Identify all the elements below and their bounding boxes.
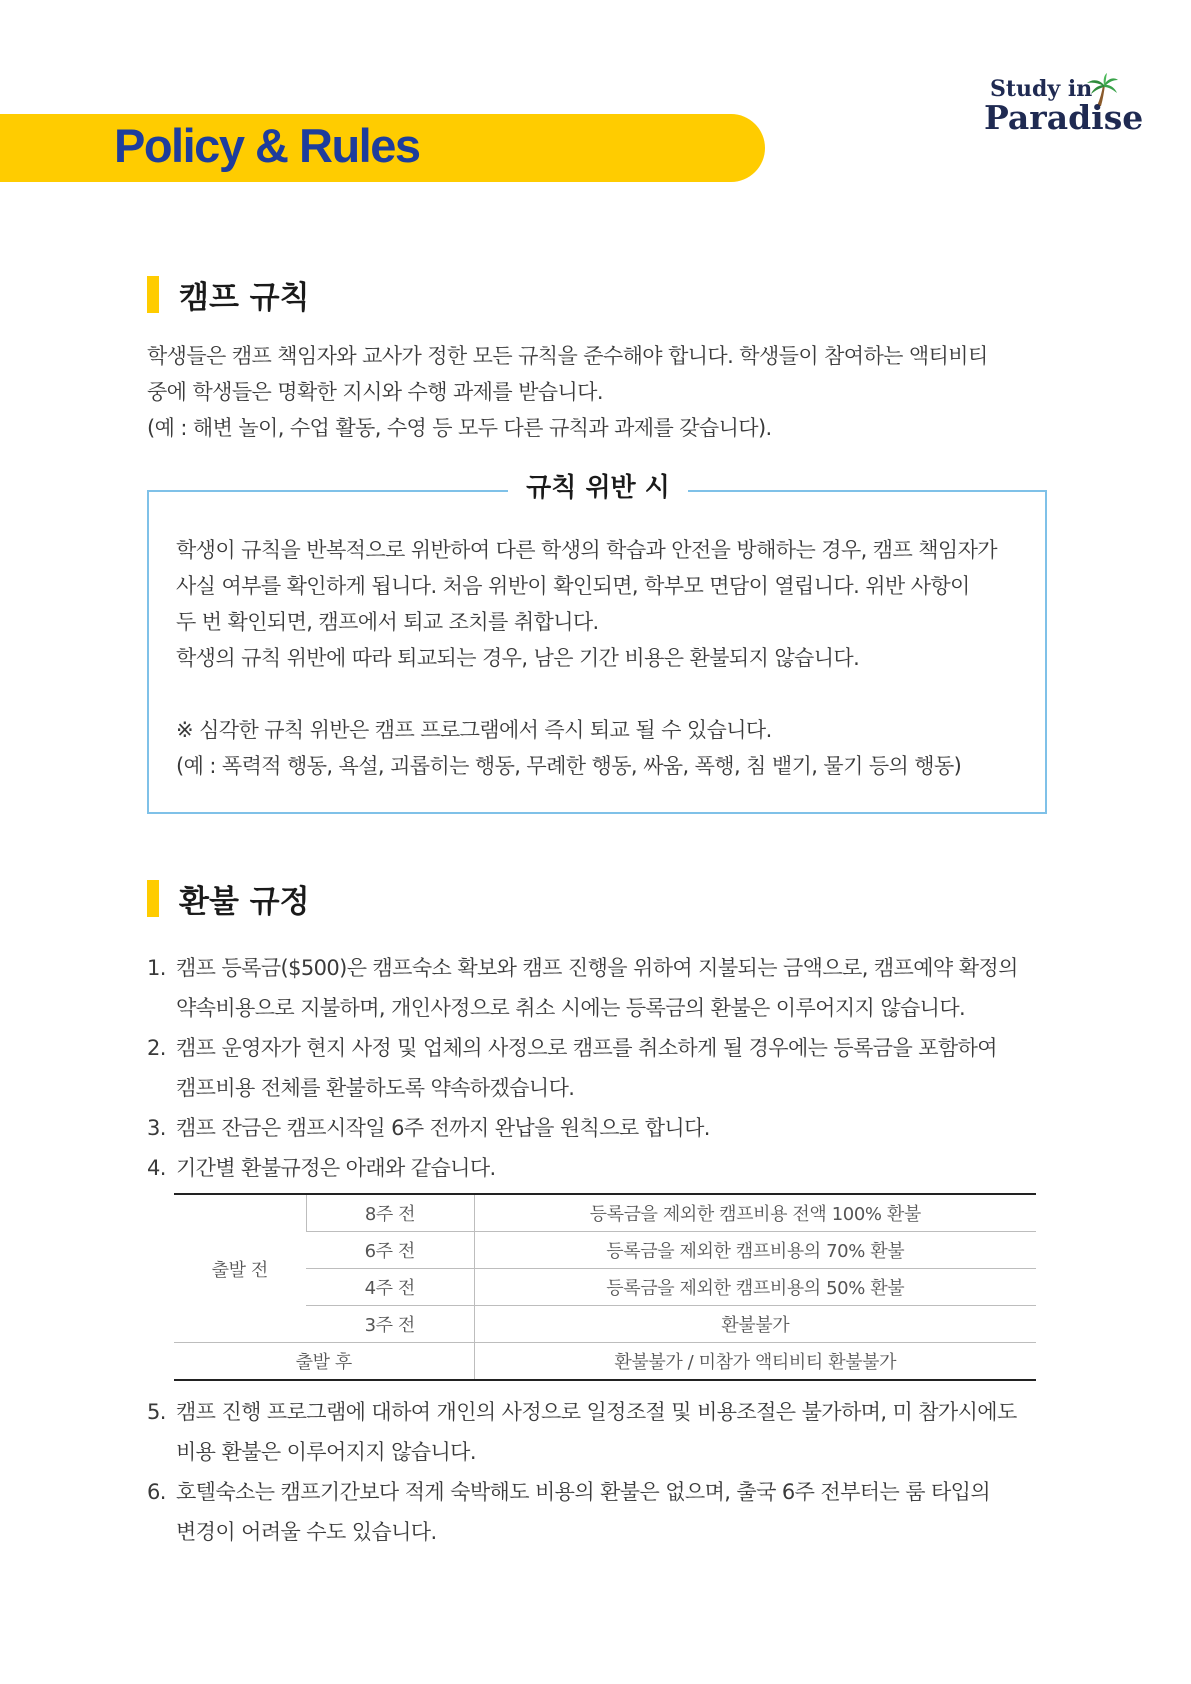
list-item: 5. 캠프 진행 프로그램에 대하여 개인의 사정으로 일정조절 및 비용조절은 불가하며, 미 참가시에도 비용 환불은 이루어지지 않습니다. <box>147 1400 1017 1464</box>
section-marker <box>147 880 159 917</box>
camp-rules-text <box>147 338 1067 446</box>
violation-line: 두 번 확인되면, 캠프에서 퇴교 조치를 취합니다. <box>176 610 599 634</box>
after-departure-cell: 출발 후 <box>174 1343 474 1381</box>
period-cell: 6주 전 <box>306 1232 474 1269</box>
camp-rules-title: 캠프 규칙 <box>179 279 310 316</box>
policy-cell: 환불불가 / 미참가 액티비티 환불불가 <box>474 1343 1036 1381</box>
policy-cell: 등록금을 제외한 캠프비용 전액 100% 환불 <box>474 1194 1036 1232</box>
policy-cell: 등록금을 제외한 캠프비용의 50% 환불 <box>474 1269 1036 1306</box>
list-item: 2. 캠프 운영자가 현지 사정 및 업체의 사정으로 캠프를 취소하게 될 경우에는 등록금을 포함하여 캠프비용 전체를 환불하도록 약속하겠습니다. <box>147 1036 997 1100</box>
refund-heading <box>147 879 310 920</box>
page-title: Policy & Rules <box>114 119 420 172</box>
list-item: 6. 호텔숙소는 캠프기간보다 적게 숙박해도 비용의 환불은 없으며, 출국 6주 전부터는 룸 타입의 변경이 어려울 수도 있습니다. <box>147 1480 991 1544</box>
logo-text-top: Study in <box>990 76 1093 102</box>
before-departure-cell: 출발 전 <box>174 1194 306 1343</box>
list-item: 1. 캠프 등록금($500)은 캠프숙소 확보와 캠프 진행을 위하여 지불되는 금액으로, 캠프예약 확정의 약속비용으로 지불하며, 개인사정으로 취소 시에는 등록금의 환불은 이루어지지 않습니다. <box>147 956 1018 1020</box>
list-item: 3. 캠프 잔금은 캠프시작일 6주 전까지 완납을 원칙으로 합니다. <box>147 1116 710 1140</box>
camp-rules-line: 학생들은 캠프 책임자와 교사가 정한 모든 규칙을 준수해야 합니다. 학생들이 참여하는 액티비티 <box>147 344 988 368</box>
section-marker <box>147 276 159 313</box>
table-row <box>174 1343 1036 1381</box>
camp-rules-heading <box>147 275 310 316</box>
refund-list <box>147 948 1067 1188</box>
logo <box>984 72 1144 138</box>
list-item: 4. 기간별 환불규정은 아래와 같습니다. <box>147 1156 496 1180</box>
period-cell: 4주 전 <box>306 1269 474 1306</box>
violation-text <box>176 532 1046 784</box>
violation-note-line: (예 : 폭력적 행동, 욕설, 괴롭히는 행동, 무례한 행동, 싸움, 폭행, 침 뱉기, 물기 등의 행동) <box>176 754 962 778</box>
violation-title: 규칙 위반 시 <box>508 468 688 508</box>
violation-line: 학생이 규칙을 반복적으로 위반하여 다른 학생의 학습과 안전을 방해하는 경우, 캠프 책임자가 <box>176 538 997 562</box>
violation-line: 사실 여부를 확인하게 됩니다. 처음 위반이 확인되면, 학부모 면담이 열립니다. 위반 사항이 <box>176 574 970 598</box>
refund-table <box>174 1193 1036 1381</box>
table-row <box>174 1194 1036 1232</box>
logo-text-bottom: Paradise <box>984 98 1144 137</box>
period-cell: 8주 전 <box>306 1194 474 1232</box>
violation-line: 학생의 규칙 위반에 따라 퇴교되는 경우, 남은 기간 비용은 환불되지 않습니다. <box>176 646 860 670</box>
camp-rules-line: 중에 학생들은 명확한 지시와 수행 과제를 받습니다. <box>147 380 603 404</box>
policy-cell: 환불불가 <box>474 1306 1036 1343</box>
policy-cell: 등록금을 제외한 캠프비용의 70% 환불 <box>474 1232 1036 1269</box>
violation-note-line: ※ 심각한 규칙 위반은 캠프 프로그램에서 즉시 퇴교 될 수 있습니다. <box>176 718 772 742</box>
period-cell: 3주 전 <box>306 1306 474 1343</box>
camp-rules-line: (예 : 해변 놀이, 수업 활동, 수영 등 모두 다른 규칙과 과제를 갖습니다). <box>147 416 772 440</box>
refund-list-continued <box>147 1392 1067 1552</box>
refund-title: 환불 규정 <box>179 883 310 920</box>
